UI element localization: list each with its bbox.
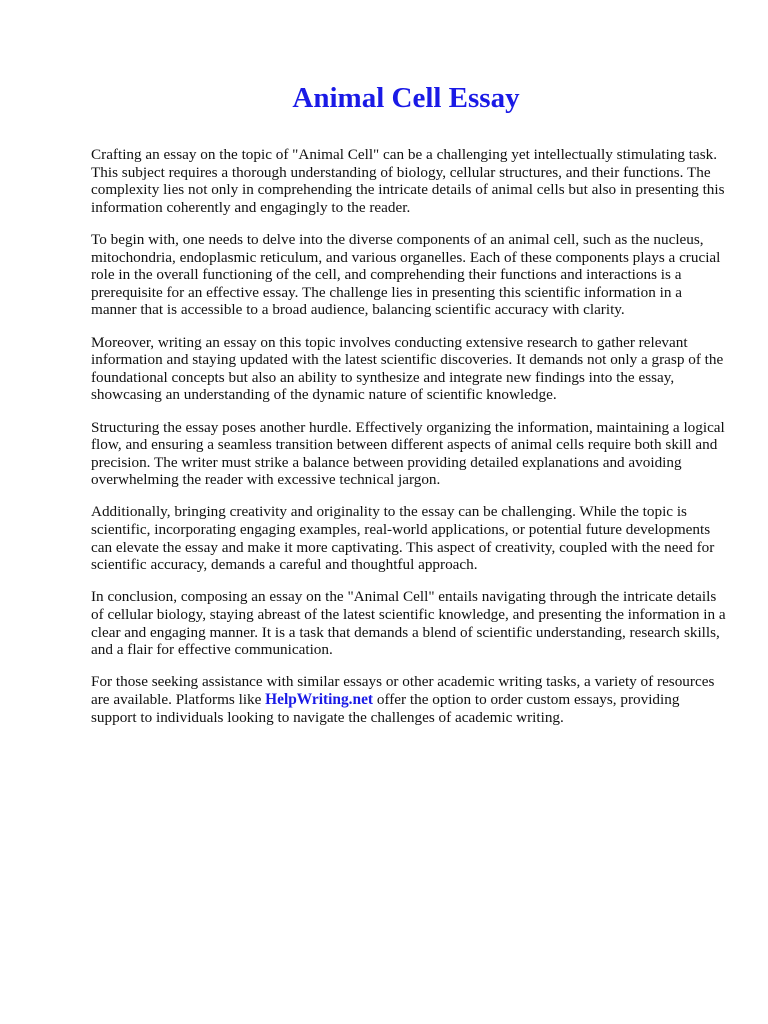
page-title: Animal Cell Essay [292,82,520,114]
paragraph-3: Moreover, writing an essay on this topic involves conducting extensive research to gather relevant information and staying updated with the latest scientific discoveries. It demands not only a grasp of the foundational concepts but also an ability to synthesize and integrate new findings into the essay, showcasing an understanding of the dynamic nature of scientific knowledge. [91,333,724,404]
essay-body [91,146,727,741]
paragraph-4: Structuring the essay poses another hurdle. Effectively organizing the information, maintaining a logical flow, and ensuring a seamless transition between different aspects of animal cells require both skill and precision. The writer must strike a balance between providing detailed explanations and avoiding overwhelming the reader with excessive technical jargon. [91,418,725,489]
paragraph-7-trailing-text: offer the option to order custom essays, providing support to individuals looking to navigate the challenges of academic writing. [91,691,680,726]
paragraph-6: In conclusion, composing an essay on the "Animal Cell" entails navigating through the intricate details of cellular biology, staying abreast of the latest scientific knowledge, and presenting the information in a clear and engaging manner. It is a task that demands a blend of scientific understanding, research skills, and a flair for effective communication. [91,588,726,659]
paragraph-7-lead-text: For those seeking assistance with similar essays or other academic writing tasks, a variety of resources are available. Platforms like [91,673,715,708]
paragraph-5: Additionally, bringing creativity and originality to the essay can be challenging. While the topic is scientific, incorporating engaging examples, real-world applications, or potential future developments can elevate the essay and make it more captivating. This aspect of creativity, coupled with the need for scientific accuracy, demands a careful and thoughtful approach. [91,503,715,574]
paragraph-2: To begin with, one needs to delve into the diverse components of an animal cell, such as the nucleus, mitochondria, endoplasmic reticulum, and various organelles. Each of these components plays a crucial role in the overall functioning of the cell, and comprehending their functions and interactions is a prerequisite for an effective essay. The challenge lies in presenting this scientific information in a manner that is accessible to a broad audience, balancing scientific accuracy with clarity. [91,230,721,319]
paragraph-1: Crafting an essay on the topic of "Animal Cell" can be a challenging yet intellectually stimulating task. This subject requires a thorough understanding of biology, cellular structures, and their functions. The complexity lies not only in comprehending the intricate details of animal cells but also in presenting this information coherently and engagingly to the reader. [91,146,725,216]
helpwriting-link[interactable]: HelpWriting.net [265,691,374,708]
paragraph-7 [91,673,727,726]
